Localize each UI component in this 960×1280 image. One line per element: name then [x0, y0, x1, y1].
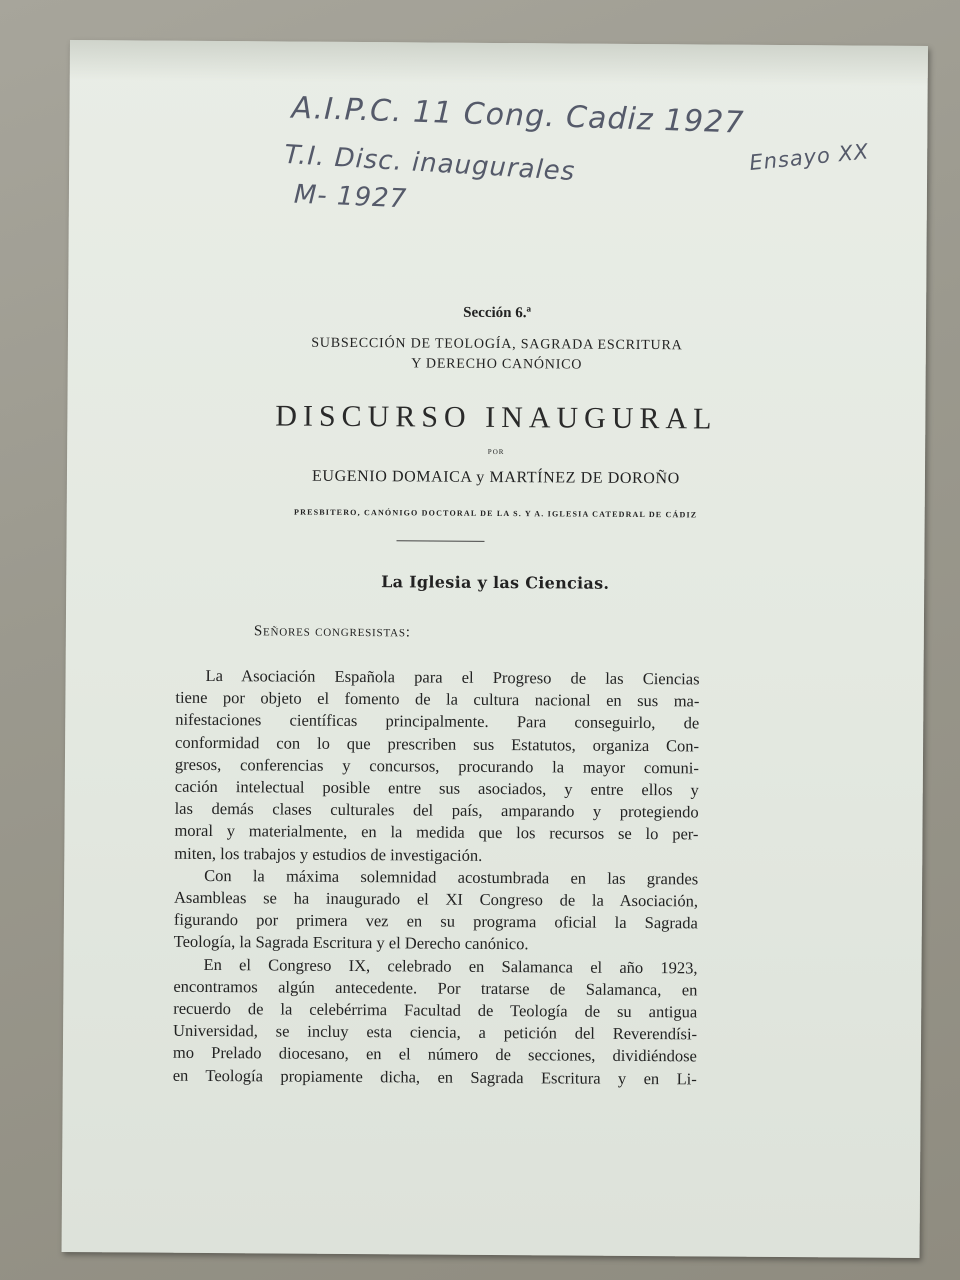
- body-line: miten, los trabajos y estudios de investigación.: [174, 843, 483, 865]
- handwritten-note-line-1: A.I.P.C. 11 Cong. Cadiz 1927: [291, 90, 745, 141]
- body-line: nifestaciones científicas principalmente. Para conseguirlo, de: [175, 710, 700, 733]
- body-line: Universidad, se incluy esta ciencia, a petición del Reverendísi-: [173, 1020, 698, 1044]
- author-name: EUGENIO DOMAICA y MARTÍNEZ DE DOROÑO: [312, 467, 680, 488]
- body-line: cación intelectual posible entre sus asociados, y entre ellos y: [174, 776, 699, 800]
- body-line: En el Congreso IX, celebrado en Salamanca el año 1923,: [203, 954, 698, 978]
- salutation: Señores congresistas:: [253, 623, 411, 641]
- body-line: recuerdo de la celebérrima Facultad de Teología de su antigua: [173, 998, 698, 1022]
- body-line: moral y materialmente, en la medida que los recursos se lo per-: [174, 821, 699, 844]
- por-label: POR: [487, 447, 505, 457]
- body-line: Teología, la Sagrada Escritura y el Derecho canónico.: [173, 932, 529, 954]
- handwritten-margin-note: Ensayo XX: [748, 139, 871, 175]
- subsection-line-1: SUBSECCIÓN DE TEOLOGÍA, SAGRADA ESCRITURA: [311, 335, 683, 354]
- author-credentials: PRESBITERO, CANÓNIGO DOCTORAL DE LA S. Y A. IGLESIA CATEDRAL DE CÁDIZ: [294, 507, 698, 520]
- subsection-line-2: Y DERECHO CANÓNICO: [411, 356, 583, 373]
- handwritten-note-line-3: M- 1927: [293, 179, 408, 215]
- body-text: [173, 665, 700, 1091]
- divider-rule: [397, 540, 485, 542]
- body-line: conformidad con lo que prescriben sus Estatutos, organiza Con-: [175, 732, 700, 756]
- body-line: las demás clases culturales del país, amparando y protegiendo: [174, 798, 699, 822]
- section-label: Sección 6.ª: [463, 304, 532, 322]
- document-title: DISCURSO INAUGURAL: [275, 399, 718, 436]
- body-line: La Asociación Española para el Progreso de las Ciencias: [205, 665, 700, 689]
- body-line: tiene por objeto el fomento de la cultura nacional en sus ma-: [175, 687, 700, 711]
- body-line: Con la máxima solemnidad acostumbrada en las grandes: [204, 865, 699, 889]
- body-line: figurando por primera vez en su programa oficial la Sagrada: [173, 909, 698, 933]
- body-line: en Teología propiamente dicha, en Sagrada Escritura y en Li-: [172, 1065, 697, 1089]
- document-page: [62, 40, 928, 1258]
- body-line: encontramos algún antecedente. Por tratarse de Salamanca, en: [173, 976, 698, 1000]
- body-line: Asambleas se ha inaugurado el XI Congreso de la Asociación,: [173, 887, 699, 911]
- body-line: mo Prelado diocesano, en el número de secciones, dividiéndose: [172, 1043, 697, 1066]
- speech-subtitle: La Iglesia y las Ciencias.: [381, 572, 610, 593]
- body-line: gresos, conferencias y concursos, procurando la mayor comuni-: [174, 754, 700, 778]
- handwritten-note-line-2: T.I. Disc. inaugurales: [283, 139, 577, 188]
